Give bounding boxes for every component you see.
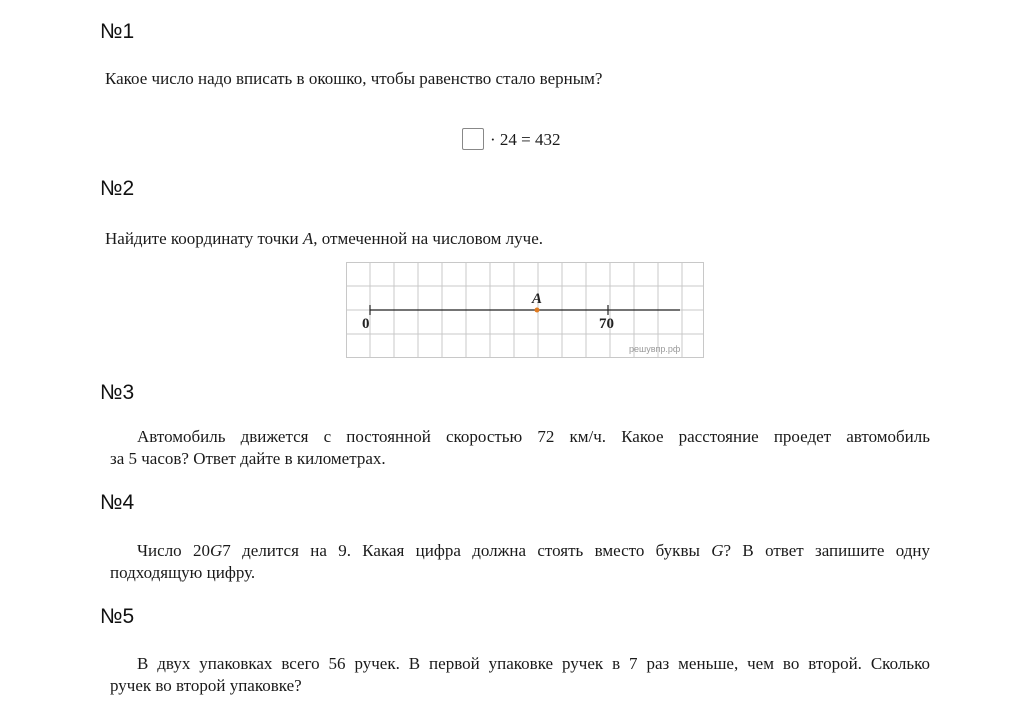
task2-question-part1: Найдите координату точки	[105, 229, 303, 248]
watermark: решувпр.рф	[629, 344, 681, 354]
task4-text	[110, 540, 930, 584]
task-number-5: №5	[100, 605, 135, 628]
task1-question: Какое число надо вписать в окошко, чтобы равенство стало верным?	[105, 69, 603, 88]
task3-text	[110, 426, 930, 470]
task2-point-name: A	[302, 229, 314, 248]
task-number-3: №3	[100, 381, 135, 404]
task3-line1: Автомобиль движется с постоянной скоростью 72 км/ч. Какое расстояние проедет автомобиль	[137, 427, 930, 446]
task1-equation: · 24 = 432	[490, 130, 561, 149]
task4-part2: 7 делится на 9. Какая цифра должна стоять вместо буквы	[222, 541, 712, 560]
task5-line1: В двух упаковках всего 56 ручек. В первой упаковке ручек в 7 раз меньше, чем во второй. Сколько	[137, 654, 930, 673]
task4-part3: ? В ответ запишите одну	[723, 541, 930, 560]
task4-line1	[110, 540, 930, 562]
task5-text	[110, 653, 930, 697]
task-number-1: №1	[100, 20, 135, 43]
task4-var2: G	[711, 541, 724, 560]
label-seventy: 70	[599, 316, 614, 332]
task1-equation-row	[462, 128, 561, 150]
answer-box[interactable]	[462, 128, 484, 150]
task5-line2: ручек во второй упаковке?	[110, 676, 302, 695]
label-zero: 0	[362, 316, 370, 332]
task2-question	[105, 229, 543, 249]
task-number-4: №4	[100, 491, 135, 514]
point-a-marker	[535, 308, 540, 313]
task4-part1: Число 20	[137, 541, 211, 560]
task3-line2: за 5 часов? Ответ дайте в километрах.	[110, 449, 386, 468]
number-ray-figure	[346, 262, 704, 358]
task4-line2: подходящую цифру.	[110, 563, 256, 582]
task2-question-part2: , отмеченной на числовом луче.	[313, 229, 543, 248]
label-point-a: A	[532, 291, 543, 307]
task4-var1: G	[210, 541, 223, 560]
task-number-2: №2	[100, 177, 135, 200]
